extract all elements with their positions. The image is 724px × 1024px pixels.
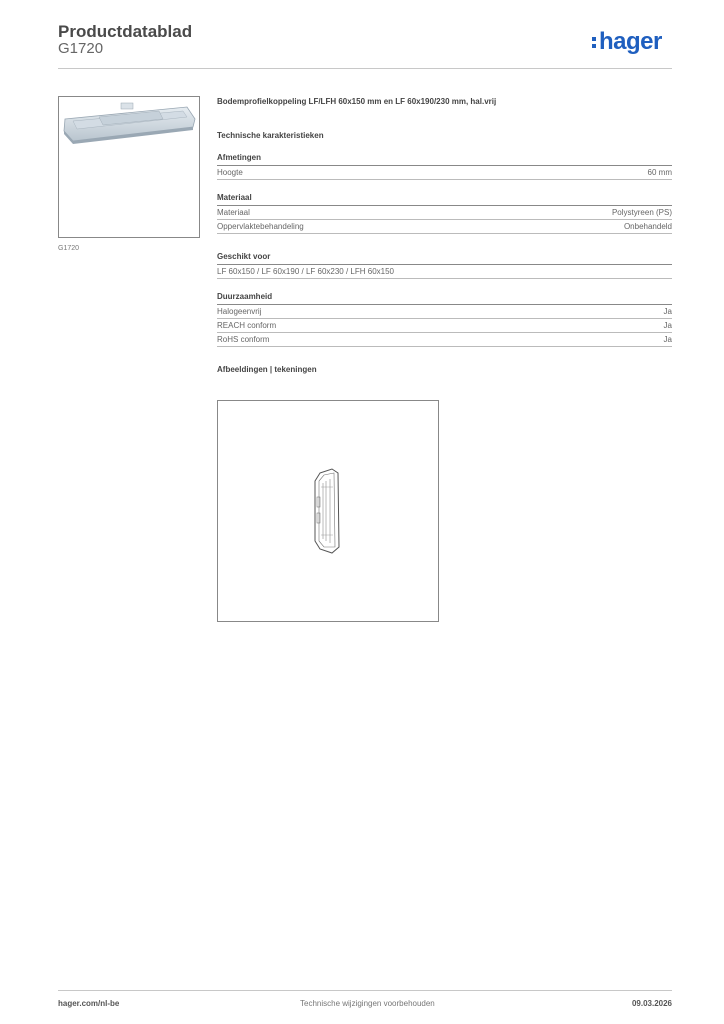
row-label: Oppervlaktebehandeling [217,222,304,231]
section-geschikt-voor [217,252,672,279]
footer-website-link[interactable]: hager.com/nl-be [58,999,120,1008]
section-title: Afmetingen [217,153,672,166]
header-divider [58,68,672,69]
row-label: Hoogte [217,168,243,177]
row-value: 60 mm [647,168,672,177]
row-value: Ja [663,307,672,316]
table-row [217,319,672,333]
product-details [217,96,672,384]
logo-text: hager [599,28,662,55]
tech-characteristics-heading: Technische karakteristieken [217,131,324,140]
section-materiaal [217,193,672,234]
row-label: LF 60x150 / LF 60x190 / LF 60x230 / LFH 60x150 [217,267,394,276]
table-row [217,305,672,319]
coupling-drawing-image [218,401,438,621]
section-title: Geschikt voor [217,252,672,265]
section-title: Duurzaamheid [217,292,672,305]
row-label: RoHS conform [217,335,270,344]
page-title: Productdatablad [58,22,193,41]
product-description: Bodemprofielkoppeling LF/LFH 60x150 mm en LF 60x190/230 mm, hal.vrij [217,97,497,106]
product-code: G1720 [58,40,104,57]
table-row [217,206,672,220]
section-duurzaamheid [217,292,672,347]
row-value: Polystyreen (PS) [611,208,672,217]
technical-drawing [217,400,439,622]
section-title: Materiaal [217,193,672,206]
footer-date: 09.03.2026 [631,999,672,1008]
table-row [217,333,672,347]
product-photo [58,96,200,238]
row-value: Ja [663,335,672,344]
logo-dots-icon [592,35,597,49]
product-render-image [59,97,199,237]
table-row [217,265,672,279]
table-row [217,220,672,234]
footer-divider [58,990,672,991]
row-label: REACH conform [217,321,277,330]
row-value: Ja [663,321,672,330]
section-afmetingen [217,153,672,180]
photo-caption: G1720 [58,245,80,252]
row-label: Materiaal [217,208,250,217]
hager-logo[interactable] [592,28,662,56]
footer-disclaimer: Technische wijzigingen voorbehouden [300,999,435,1008]
table-row [217,166,672,180]
images-heading: Afbeeldingen | tekeningen [217,365,317,374]
row-value: Onbehandeld [623,222,672,231]
row-label: Halogeenvrij [217,307,262,316]
